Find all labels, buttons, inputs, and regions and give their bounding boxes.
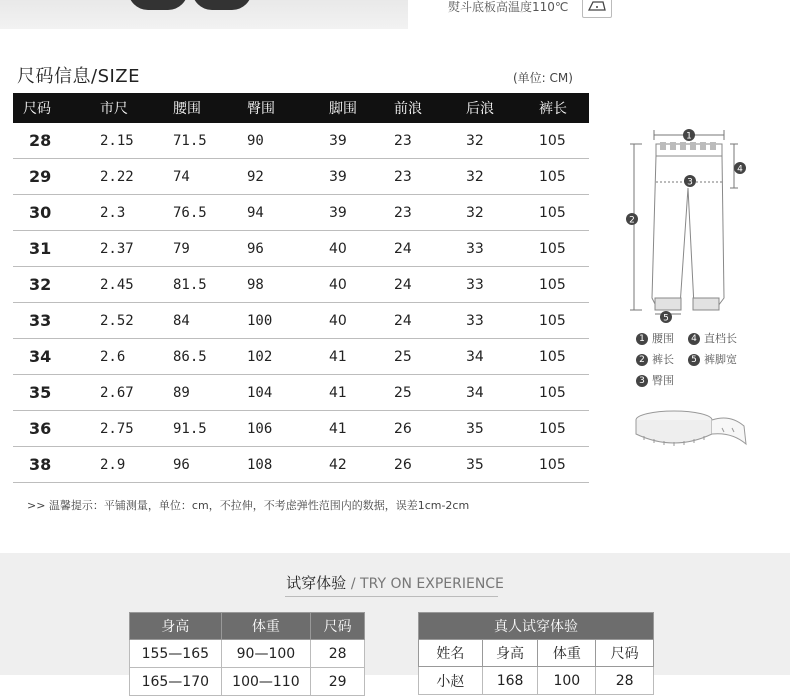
header-hip: 臀围 [237,93,319,123]
value-cell: 2.3 [90,195,163,231]
table-cell: 小赵 [419,667,483,695]
value-cell: 2.45 [90,267,163,303]
value-cell: 98 [237,267,319,303]
value-cell: 81.5 [163,267,237,303]
table-cell: 165—170 [130,668,222,696]
size-cell: 36 [13,411,90,447]
tape-measure-icon [634,406,752,454]
svg-text:1: 1 [686,131,692,142]
value-cell: 24 [384,303,456,339]
value-cell: 32 [456,195,529,231]
header-name: 姓名 [419,640,483,667]
header-length: 裤长 [529,93,589,123]
value-cell: 35 [456,447,529,483]
cuff-left [655,298,681,310]
value-cell: 39 [319,195,384,231]
table-cell: 28 [596,667,654,695]
header-size: 尺码 [311,613,365,640]
try-on-model-header [419,640,654,667]
value-cell: 86.5 [163,339,237,375]
value-cell: 34 [456,339,529,375]
size-cell: 31 [13,231,90,267]
size-cell: 28 [13,123,90,159]
value-cell: 90 [237,123,319,159]
table-row [130,668,365,696]
table-row [130,640,365,668]
try-on-model-caption: 真人试穿体验 [419,613,654,640]
header-height: 身高 [482,640,538,667]
legend-waist: 1 腰围 [636,330,674,346]
header-weight: 体重 [538,640,596,667]
unit-label: (单位: CM) [513,71,573,85]
marker-5 [660,311,672,324]
size-cell: 34 [13,339,90,375]
svg-text:3: 3 [687,177,693,188]
value-cell: 26 [384,411,456,447]
size-cell: 35 [13,375,90,411]
value-cell: 106 [237,411,319,447]
value-cell: 2.52 [90,303,163,339]
size-cell: 33 [13,303,90,339]
value-cell: 96 [163,447,237,483]
try-on-model-body [419,667,654,695]
value-cell: 39 [319,159,384,195]
header-leg-opening: 脚围 [319,93,384,123]
value-cell: 84 [163,303,237,339]
size-table-row [13,123,589,159]
value-cell: 41 [319,411,384,447]
value-cell: 23 [384,195,456,231]
try-on-model-table [418,612,654,695]
value-cell: 25 [384,375,456,411]
size-table-row [13,411,589,447]
size-cell: 32 [13,267,90,303]
value-cell: 42 [319,447,384,483]
marker-1 [683,129,695,142]
value-cell: 74 [163,159,237,195]
value-cell: 2.22 [90,159,163,195]
marker-2 [626,213,638,226]
value-cell: 2.75 [90,411,163,447]
value-cell: 105 [529,339,589,375]
value-cell: 33 [456,303,529,339]
value-cell: 91.5 [163,411,237,447]
value-cell: 40 [319,231,384,267]
value-cell: 105 [529,267,589,303]
value-cell: 2.15 [90,123,163,159]
size-table-row [13,303,589,339]
value-cell: 89 [163,375,237,411]
value-cell: 94 [237,195,319,231]
size-table-row [13,195,589,231]
value-cell: 105 [529,411,589,447]
size-title: 尺码信息/SIZE [17,66,141,87]
value-cell: 41 [319,375,384,411]
value-cell: 105 [529,447,589,483]
value-cell: 40 [319,267,384,303]
value-cell: 2.9 [90,447,163,483]
value-cell: 26 [384,447,456,483]
value-cell: 23 [384,159,456,195]
try-on-title [0,572,790,593]
header-weight: 体重 [221,613,311,640]
try-on-size-table [129,612,365,696]
size-table-row [13,159,589,195]
size-cell: 30 [13,195,90,231]
table-cell: 28 [311,640,365,668]
try-on-size-header [130,613,365,640]
header-waist: 腰围 [163,93,237,123]
table-cell: 100 [538,667,596,695]
value-cell: 33 [456,231,529,267]
value-cell: 104 [237,375,319,411]
try-on-title-en: / TRY ON EXPERIENCE [350,576,504,592]
value-cell: 2.6 [90,339,163,375]
value-cell: 33 [456,267,529,303]
value-cell: 34 [456,375,529,411]
iron-temperature-text: 熨斗底板高温度110℃ [448,0,569,14]
value-cell: 24 [384,231,456,267]
marker-4 [734,162,746,175]
value-cell: 2.37 [90,231,163,267]
try-on-size-body [130,640,365,696]
table-row [419,667,654,695]
header-height: 身高 [130,613,222,640]
legend-rise: 4 直档长 [688,330,737,346]
size-cell: 29 [13,159,90,195]
size-table-row [13,447,589,483]
value-cell: 32 [456,123,529,159]
value-cell: 105 [529,123,589,159]
value-cell: 23 [384,123,456,159]
value-cell: 76.5 [163,195,237,231]
table-cell: 29 [311,668,365,696]
shoe-right-image [192,0,252,10]
svg-text:2: 2 [629,215,635,226]
value-cell: 105 [529,375,589,411]
header-size: 尺码 [13,93,90,123]
header-back-rise: 后浪 [456,93,529,123]
header-size: 尺码 [596,640,654,667]
legend-length: 2 裤长 [636,351,674,367]
measurement-tip: >> 温馨提示：平铺测量，单位：cm，不拉伸，不考虑弹性范围内的数据，误差1cm-2cm [27,499,470,512]
size-table-row [13,375,589,411]
iron-icon [582,0,612,18]
cuff-right [693,298,719,310]
legend-cuff: 5 裤脚宽 [688,351,737,367]
value-cell: 105 [529,195,589,231]
value-cell: 25 [384,339,456,375]
table-cell: 168 [482,667,538,695]
value-cell: 105 [529,159,589,195]
value-cell: 41 [319,339,384,375]
size-table-row [13,339,589,375]
value-cell: 108 [237,447,319,483]
size-table-body [13,123,589,483]
value-cell: 105 [529,231,589,267]
value-cell: 35 [456,411,529,447]
svg-text:5: 5 [663,313,669,324]
size-cell: 38 [13,447,90,483]
value-cell: 24 [384,267,456,303]
table-cell: 90—100 [221,640,311,668]
value-cell: 92 [237,159,319,195]
size-table [13,93,589,483]
value-cell: 105 [529,303,589,339]
size-table-row [13,267,589,303]
table-cell: 155—165 [130,640,222,668]
header-shichi: 市尺 [90,93,163,123]
value-cell: 79 [163,231,237,267]
value-cell: 100 [237,303,319,339]
pants-diagram [622,118,752,458]
svg-text:4: 4 [737,164,743,175]
header-front-rise: 前浪 [384,93,456,123]
value-cell: 40 [319,303,384,339]
legend-hip: 3 臀围 [636,372,674,388]
value-cell: 102 [237,339,319,375]
value-cell: 71.5 [163,123,237,159]
size-table-row [13,231,589,267]
size-table-header [13,93,589,123]
table-cell: 100—110 [221,668,311,696]
value-cell: 39 [319,123,384,159]
value-cell: 32 [456,159,529,195]
value-cell: 2.67 [90,375,163,411]
shoe-left-image [128,0,188,10]
value-cell: 96 [237,231,319,267]
try-on-title-cn: 试穿体验 [286,574,347,592]
try-on-divider [285,596,498,597]
product-photo [0,0,408,29]
